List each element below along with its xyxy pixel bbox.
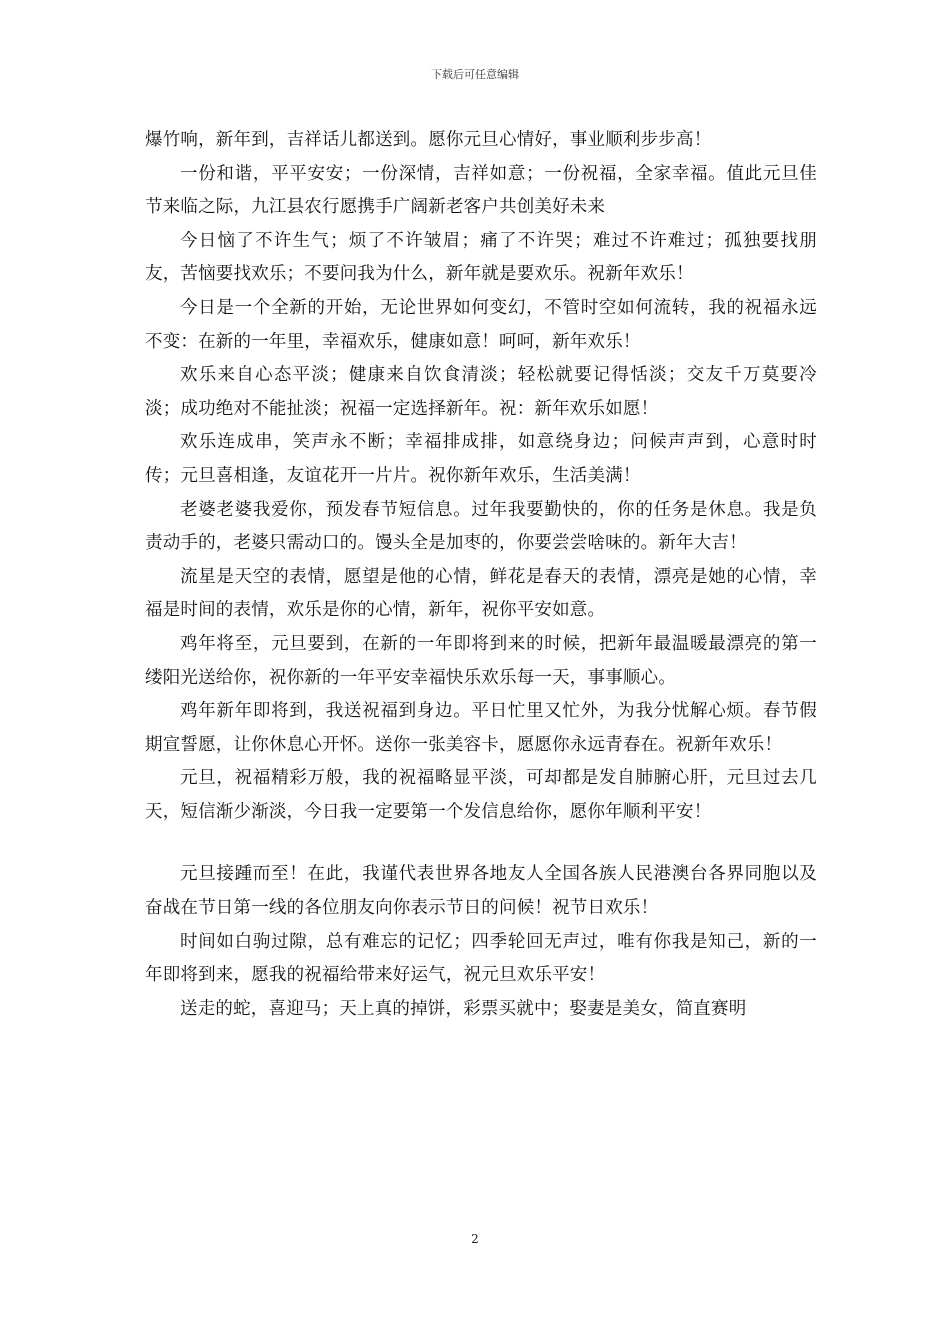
paragraph: 老婆老婆我爱你，预发春节短信息。过年我要勤快的，你的任务是休息。我是负责动手的，老婆只需动口的。馒头全是加枣的，你要尝尝啥味的。新年大吉！ bbox=[145, 499, 817, 554]
paragraph: 元旦接踵而至！在此，我谨代表世界各地友人全国各族人民港澳台各界同胞以及奋战在节日第一线的各位朋友向你表示节日的问候！祝节日欢乐！ bbox=[145, 864, 817, 919]
paragraph: 时间如白驹过隙，总有难忘的记忆；四季轮回无声过，唯有你我是知己，新的一年即将到来，愿我的祝福给带来好运气，祝元旦欢乐平安！ bbox=[145, 931, 817, 986]
paragraph: 今日是一个全新的开始，无论世界如何变幻，不管时空如何流转，我的祝福永远不变：在新的一年里，幸福欢乐，健康如意！呵呵，新年欢乐！ bbox=[145, 297, 817, 352]
paragraph: 今日恼了不许生气；烦了不许皱眉；痛了不许哭；难过不许难过；孤独要找朋友，苦恼要找欢乐；不要问我为什么，新年就是要欢乐。祝新年欢乐！ bbox=[145, 230, 817, 285]
page-header: 下载后可任意编辑 bbox=[431, 68, 519, 81]
paragraph: 流星是天空的表情，愿望是他的心情，鲜花是春天的表情，漂亮是她的心情，幸福是时间的表情，欢乐是你的心情，新年，祝你平安如意。 bbox=[145, 566, 817, 621]
paragraph: 元旦，祝福精彩万般，我的祝福略显平淡，可却都是发自肺腑心肝，元旦过去几天，短信渐少渐淡，今日我一定要第一个发信息给你，愿你年顺利平安！ bbox=[145, 768, 817, 822]
paragraph: 一份和谐，平平安安；一份深情，吉祥如意；一份祝福，全家幸福。值此元旦佳节来临之际，九江县农行愿携手广阔新老客户共创美好未来 bbox=[145, 163, 817, 218]
paragraph: 鸡年将至，元旦要到，在新的一年即将到来的时候，把新年最温暖最漂亮的第一缕阳光送给你，祝你新的一年平安幸福快乐欢乐每一天，事事顺心。 bbox=[145, 633, 817, 688]
paragraph: 欢乐连成串，笑声永不断；幸福排成排，如意绕身边；问候声声到，心意时时传；元旦喜相逢，友谊花开一片片。祝你新年欢乐，生活美满！ bbox=[145, 432, 817, 486]
page-number: 2 bbox=[471, 1232, 479, 1246]
document-body bbox=[145, 124, 817, 1026]
paragraph: 鸡年新年即将到，我送祝福到身边。平日忙里又忙外，为我分忧解心烦。春节假期宣誓愿，让你休息心开怀。送你一张美容卡，愿愿你永远青春在。祝新年欢乐！ bbox=[145, 701, 817, 755]
paragraph: 欢乐来自心态平淡；健康来自饮食清淡；轻松就要记得恬淡；交友千万莫要冷淡；成功绝对不能扯淡；祝福一定选择新年。祝：新年欢乐如愿！ bbox=[145, 365, 817, 419]
paragraph: 爆竹响，新年到，吉祥话儿都送到。愿你元旦心情好，事业顺利步步高！ bbox=[145, 130, 712, 150]
paragraph-gap bbox=[145, 829, 817, 858]
paragraph: 送走的蛇，喜迎马；天上真的掉饼，彩票买就中；娶妻是美女，简直赛明 bbox=[180, 998, 747, 1019]
